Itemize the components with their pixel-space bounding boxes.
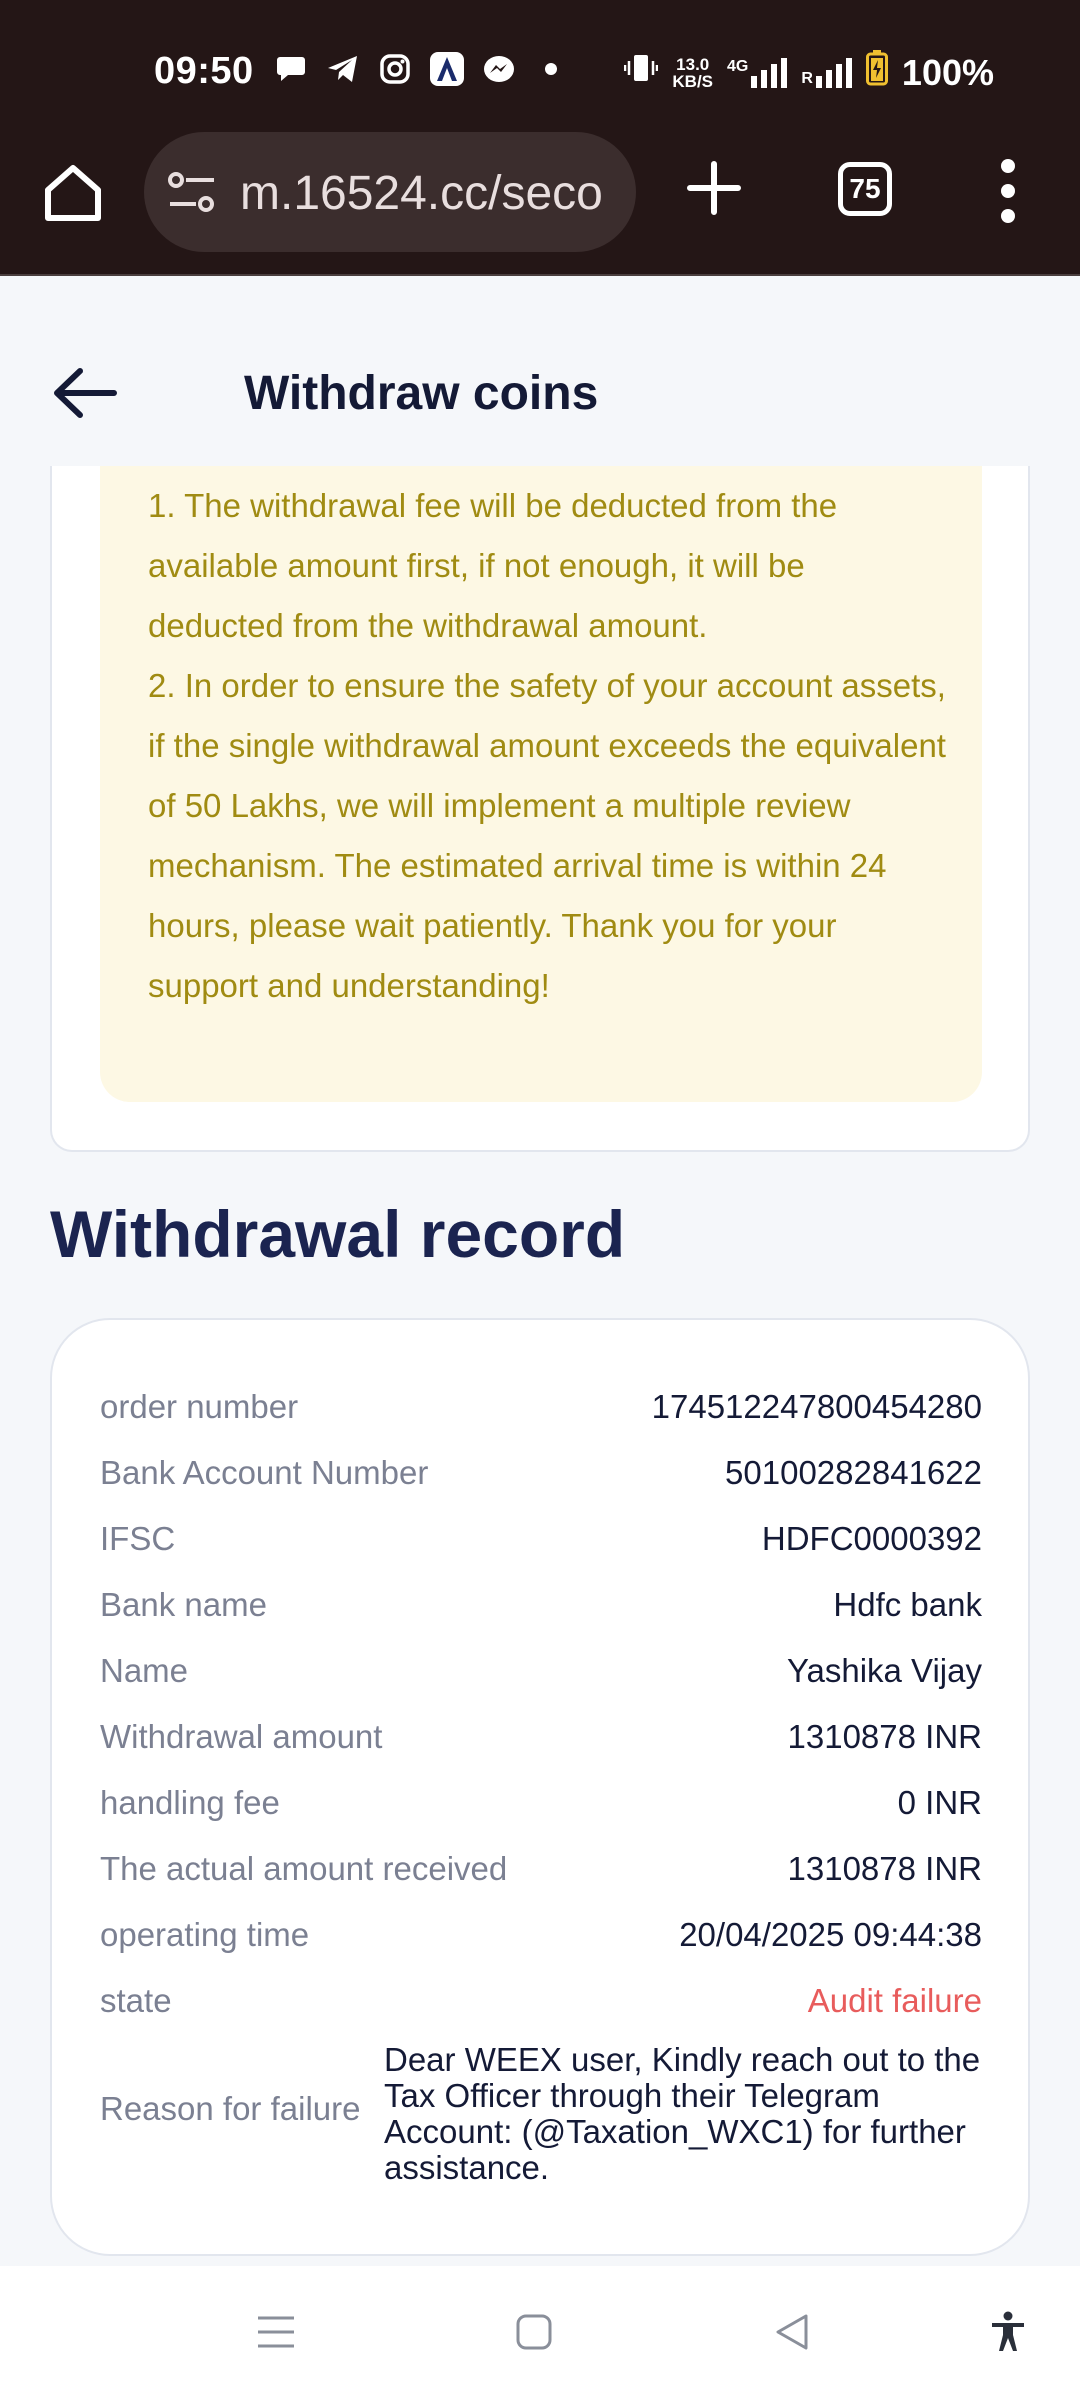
row-label: Name [100,1652,189,1689]
notice-box [100,466,982,1102]
row-value: Hdfc bank [833,1586,982,1623]
row-value: HDFC0000392 [761,1520,982,1557]
home-icon[interactable] [40,160,106,226]
record-row-actual-amount [100,1844,982,1894]
address-bar[interactable] [144,132,636,252]
battery-percent: 100% [901,51,994,93]
row-value: 1310878 INR [787,1718,982,1755]
record-row-ifsc [100,1514,982,1564]
record-row-bank-account [100,1448,982,1498]
row-label: Withdrawal amount [100,1718,383,1755]
row-label: order number [100,1388,299,1425]
withdrawal-record-title: Withdrawal record [50,1197,626,1271]
record-row-order-number [100,1382,982,1432]
telegram-icon [326,52,360,86]
row-label: Bank name [100,1586,267,1623]
chat-bubble-icon [274,52,308,86]
row-label: handling fee [100,1784,280,1821]
page-header [0,278,1080,466]
record-row-failure-reason [100,2041,982,2186]
home-circle-icon[interactable] [512,2310,556,2354]
more-menu-icon[interactable] [996,156,1020,226]
url-text[interactable]: m.16524.cc/seco [240,167,603,220]
notice-item-1: 1. The withdrawal fee will be deducted from the available amount first, if not enough, it will be deducted from the withdrawal amount. [148,487,838,644]
record-row-state [100,1976,982,2026]
system-indicators [624,50,994,95]
instagram-icon [378,52,412,86]
row-label: state [100,1982,172,2019]
page-title: Withdraw coins [244,367,599,420]
row-value: Yashika Vijay [786,1652,982,1689]
new-tab-icon[interactable] [684,158,744,218]
withdrawal-record-card [50,1318,1030,2256]
accessibility-icon[interactable] [986,2310,1030,2354]
net-speed: 13.0 KB/S [672,54,714,91]
status-bar [0,0,1080,120]
tabs-icon[interactable]: 75 [838,162,892,216]
status-time: 09:50 [154,50,254,92]
back-triangle-icon[interactable] [770,2310,814,2354]
messenger-icon [482,52,516,86]
row-label: operating time [100,1916,310,1953]
site-settings-icon[interactable] [168,172,216,212]
record-row-handling-fee [100,1778,982,1828]
more-notifications-dot-icon [534,52,568,86]
battery-charging-icon [866,50,888,95]
record-row-withdrawal-amount [100,1712,982,1762]
system-nav-bar [0,2266,1080,2400]
row-value: 1310878 INR [787,1850,982,1887]
signal-roaming-icon: R [801,58,852,88]
row-value: 20/04/2025 09:44:38 [679,1916,982,1953]
record-row-name [100,1646,982,1696]
row-label: Reason for failure [100,2090,361,2127]
row-label: The actual amount received [100,1850,508,1887]
browser-toolbar [0,120,1080,276]
notice-item-2: 2. In order to ensure the safety of your account assets, if the single withdrawal amount exceeds the equivalent of 50 Lakhs, we will implement a multiple review mechanism. The estimated arrival time is within 24 hours, please wait patiently. Thank you for your support and understanding! [148,667,946,1004]
arc-app-icon [430,52,464,86]
recents-icon[interactable] [254,2310,298,2354]
back-arrow-icon[interactable] [52,368,118,418]
notification-icons [274,52,568,86]
row-value: 0 INR [897,1784,982,1821]
vibrate-icon [624,51,658,94]
signal-4g-icon: 4G [727,58,787,88]
row-label: IFSC [100,1520,176,1557]
record-row-bank-name [100,1580,982,1630]
row-label: Bank Account Number [100,1454,429,1491]
withdraw-notice-card [50,466,1030,1152]
failure-reason-text: Dear WEEX user, Kindly reach out to the Tax Officer through their Telegram Account: (@Taxation_WXC1) for further assistance. [384,2041,981,2186]
record-row-operating-time [100,1910,982,1960]
row-value: 174512247800454280 [651,1388,982,1425]
status-badge: Audit failure [807,1982,982,2019]
row-value: 50100282841622 [725,1454,982,1491]
